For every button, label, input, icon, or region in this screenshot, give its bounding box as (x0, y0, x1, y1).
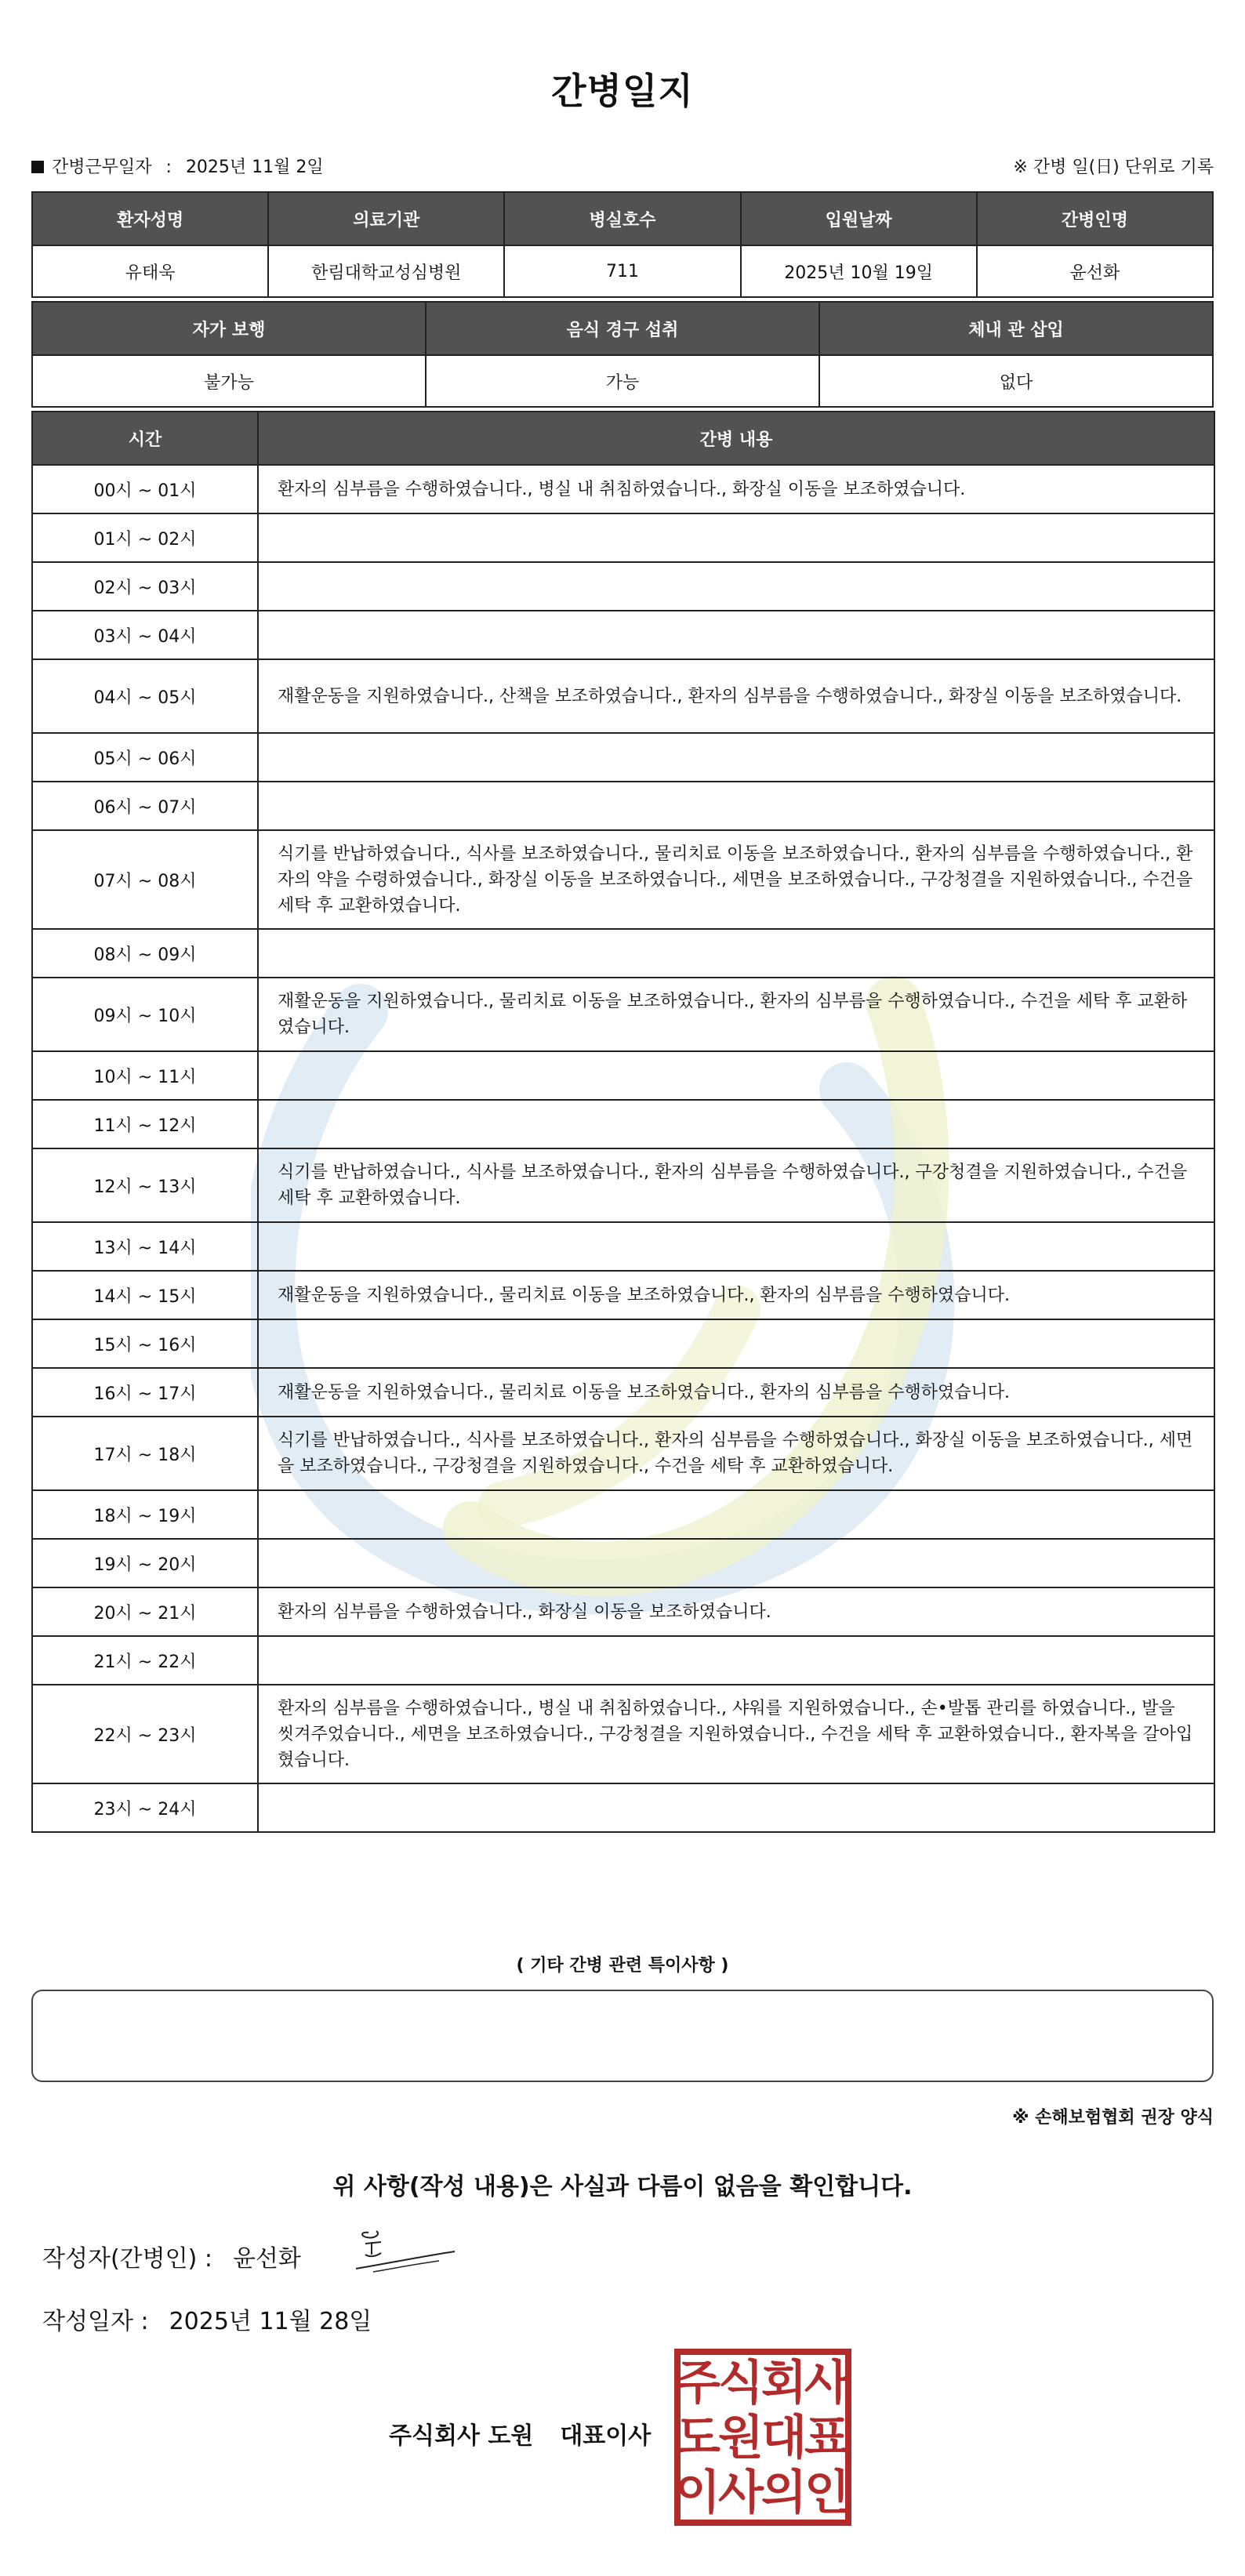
care-log-content (258, 1051, 1214, 1100)
care-log-row (32, 1051, 1214, 1100)
header-care-content: 간병 내용 (258, 412, 1214, 465)
care-log-time: 02시 ~ 03시 (32, 562, 258, 611)
header-patient-name: 환자성명 (32, 192, 268, 245)
header-caregiver-name: 간병인명 (977, 192, 1213, 245)
care-log-content (258, 1783, 1214, 1832)
care-log-row (32, 929, 1214, 978)
admission-date: 2025년 10월 19일 (741, 245, 977, 297)
care-log-time: 05시 ~ 06시 (32, 733, 258, 782)
care-log-time: 13시 ~ 14시 (32, 1222, 258, 1271)
care-log-row (32, 1539, 1214, 1587)
seal-character: 인 (804, 2465, 850, 2520)
care-log-content: 재활운동을 지원하였습니다., 물리치료 이동을 보조하였습니다., 환자의 심부름을 수행하였습니다. (258, 1271, 1214, 1319)
care-log-content (258, 562, 1214, 611)
care-log-time: 09시 ~ 10시 (32, 978, 258, 1051)
care-log-time: 06시 ~ 07시 (32, 782, 258, 830)
care-log-content (258, 1100, 1214, 1148)
care-log-row (32, 733, 1214, 782)
care-log-content: 식기를 반납하였습니다., 식사를 보조하였습니다., 환자의 심부름을 수행하였습니다., 화장실 이동을 보조하였습니다., 세면을 보조하였습니다., 구강청결을 지원하였습니다., 수건을 세탁 후 교환하였습니다. (258, 1417, 1214, 1490)
care-log-time: 08시 ~ 09시 (32, 929, 258, 978)
recommend-note: ※ 손해보험협회 권장 양식 (1012, 2108, 1214, 2128)
care-log-row (32, 513, 1214, 562)
care-log-time: 16시 ~ 17시 (32, 1368, 258, 1417)
care-log-content (258, 1539, 1214, 1587)
care-log-row (32, 659, 1214, 733)
seal-character: 사 (718, 2465, 764, 2520)
care-log-content (258, 1222, 1214, 1271)
seal-character: 이 (675, 2465, 721, 2520)
care-log-time: 15시 ~ 16시 (32, 1319, 258, 1368)
patient-info-value-row (32, 245, 1213, 297)
company-title: 대표이사 (560, 2422, 652, 2450)
signature-image (345, 2223, 463, 2286)
seal-character: 표 (804, 2411, 850, 2465)
care-log-row (32, 1490, 1214, 1539)
care-log-time: 18시 ~ 19시 (32, 1490, 258, 1539)
care-log-content: 재활운동을 지원하였습니다., 물리치료 이동을 보조하였습니다., 환자의 심부름을 수행하였습니다., 수건을 세탁 후 교환하였습니다. (258, 978, 1214, 1051)
care-log-row (32, 1636, 1214, 1685)
care-log-row (32, 1368, 1214, 1417)
company-seal-stamp (674, 2349, 851, 2526)
writer-line (42, 2239, 301, 2273)
care-log-content: 재활운동을 지원하였습니다., 물리치료 이동을 보조하였습니다., 환자의 심부름을 수행하였습니다. (258, 1368, 1214, 1417)
care-log-time: 19시 ~ 20시 (32, 1539, 258, 1587)
care-log-row (32, 1783, 1214, 1832)
care-log-time: 11시 ~ 12시 (32, 1100, 258, 1148)
special-notes-box (31, 1990, 1214, 2082)
care-log-row (32, 1587, 1214, 1636)
care-log-content (258, 513, 1214, 562)
care-log-time: 03시 ~ 04시 (32, 611, 258, 659)
header-hospital: 의료기관 (268, 192, 504, 245)
seal-character: 사 (804, 2356, 850, 2411)
care-log-time: 23시 ~ 24시 (32, 1783, 258, 1832)
header-admission-date: 입원날짜 (741, 192, 977, 245)
caregiver-name: 윤선화 (977, 245, 1213, 297)
care-log-body (32, 465, 1214, 1832)
work-date-value: 2025년 11월 2일 (185, 158, 324, 177)
care-log-content: 재활운동을 지원하였습니다., 산책을 보조하였습니다., 환자의 심부름을 수행하였습니다., 화장실 이동을 보조하였습니다. (258, 659, 1214, 733)
write-date-value: 2025년 11월 28일 (169, 2308, 372, 2335)
seal-character: 원 (718, 2411, 764, 2465)
care-log-time: 12시 ~ 13시 (32, 1148, 258, 1222)
company-line (389, 2416, 651, 2451)
patient-status-header-row (32, 302, 1213, 355)
header-room-number: 병실호수 (504, 192, 740, 245)
seal-character: 의 (761, 2465, 807, 2520)
patient-info-table (31, 191, 1214, 298)
hospital-name: 한림대학교성심병원 (268, 245, 504, 297)
patient-info-header-row (32, 192, 1213, 245)
care-log-content (258, 611, 1214, 659)
unit-note: ※ 간병 일(日) 단위로 기록 (1013, 158, 1214, 177)
room-number: 711 (504, 245, 740, 297)
write-date-line (42, 2302, 372, 2336)
header-time: 시간 (32, 412, 258, 465)
care-log-content (258, 782, 1214, 830)
care-log-row (32, 1100, 1214, 1148)
write-date-label: 작성일자 : (42, 2308, 149, 2335)
work-date-label: 간병근무일자 (52, 158, 152, 177)
patient-status-table (31, 301, 1214, 408)
header-self-walking: 자가 보행 (32, 302, 426, 355)
tube-insertion-value: 없다 (819, 355, 1213, 407)
work-date-line (31, 154, 324, 178)
seal-character: 대 (761, 2411, 807, 2465)
care-log-time: 21시 ~ 22시 (32, 1636, 258, 1685)
care-log-table (31, 411, 1215, 1833)
care-log-row (32, 830, 1214, 929)
care-log-row (32, 562, 1214, 611)
care-log-content: 식기를 반납하였습니다., 식사를 보조하였습니다., 물리치료 이동을 보조하였습니다., 환자의 심부름을 수행하였습니다., 환자의 약을 수령하였습니다., 화장실 이동을 보조하였습니다., 세면을 보조하였습니다., 구강청결을 지원하였습니다., 수건을 세탁 후 교환하였습니다. (258, 830, 1214, 929)
care-log-content (258, 1490, 1214, 1539)
care-log-time: 07시 ~ 08시 (32, 830, 258, 929)
care-log-time: 17시 ~ 18시 (32, 1417, 258, 1490)
care-log-time: 04시 ~ 05시 (32, 659, 258, 733)
patient-name: 유태욱 (32, 245, 268, 297)
care-log-time: 00시 ~ 01시 (32, 465, 258, 513)
care-log-row (32, 1685, 1214, 1783)
page-title: 간병일지 (551, 70, 694, 112)
care-log-row (32, 782, 1214, 830)
care-log-row (32, 1417, 1214, 1490)
care-log-row (32, 1319, 1214, 1368)
care-log-content: 환자의 심부름을 수행하였습니다., 병실 내 취침하였습니다., 화장실 이동을 보조하였습니다. (258, 465, 1214, 513)
care-log-row (32, 1271, 1214, 1319)
seal-character: 주 (675, 2356, 721, 2411)
care-log-content: 식기를 반납하였습니다., 식사를 보조하였습니다., 환자의 심부름을 수행하였습니다., 구강청결을 지원하였습니다., 수건을 세탁 후 교환하였습니다. (258, 1148, 1214, 1222)
care-log-content (258, 929, 1214, 978)
care-log-content: 환자의 심부름을 수행하였습니다., 화장실 이동을 보조하였습니다. (258, 1587, 1214, 1636)
self-walking-value: 불가능 (32, 355, 426, 407)
care-log-time: 14시 ~ 15시 (32, 1271, 258, 1319)
care-log-header-row (32, 412, 1214, 465)
seal-character: 도 (675, 2411, 721, 2465)
care-log-row (32, 465, 1214, 513)
care-log-content (258, 1636, 1214, 1685)
header-tube-insertion: 체내 관 삽입 (819, 302, 1213, 355)
patient-status-value-row (32, 355, 1213, 407)
care-log-row (32, 611, 1214, 659)
special-notes-label: ( 기타 간병 관련 특이사항 ) (516, 1956, 729, 1976)
care-log-time: 01시 ~ 02시 (32, 513, 258, 562)
care-log-row (32, 1222, 1214, 1271)
work-date-separator: : (165, 158, 172, 177)
care-log-time: 20시 ~ 21시 (32, 1587, 258, 1636)
oral-intake-value: 가능 (426, 355, 819, 407)
confirmation-statement: 위 사항(작성 내용)은 사실과 다름이 없음을 확인합니다. (332, 2173, 913, 2200)
care-log-row (32, 1148, 1214, 1222)
company-name: 주식회사 도원 (389, 2422, 534, 2450)
care-log-content (258, 1319, 1214, 1368)
care-log-content (258, 733, 1214, 782)
writer-name: 윤선화 (232, 2245, 301, 2273)
care-log-content: 환자의 심부름을 수행하였습니다., 병실 내 취침하였습니다., 샤워를 지원하였습니다., 손•발톱 관리를 하였습니다., 발을 씻겨주었습니다., 세면을 보조하였습니다., 구강청결을 지원하였습니다., 수건을 세탁 후 교환하였습니다., 환자복을 갈아입혔습니다. (258, 1685, 1214, 1783)
square-bullet-icon (31, 161, 44, 173)
care-log-time: 10시 ~ 11시 (32, 1051, 258, 1100)
seal-character: 회 (761, 2356, 807, 2411)
care-log-row (32, 978, 1214, 1051)
seal-character: 식 (718, 2356, 764, 2411)
writer-label: 작성자(간병인) : (42, 2245, 212, 2273)
care-log-time: 22시 ~ 23시 (32, 1685, 258, 1783)
header-oral-intake: 음식 경구 섭취 (426, 302, 819, 355)
